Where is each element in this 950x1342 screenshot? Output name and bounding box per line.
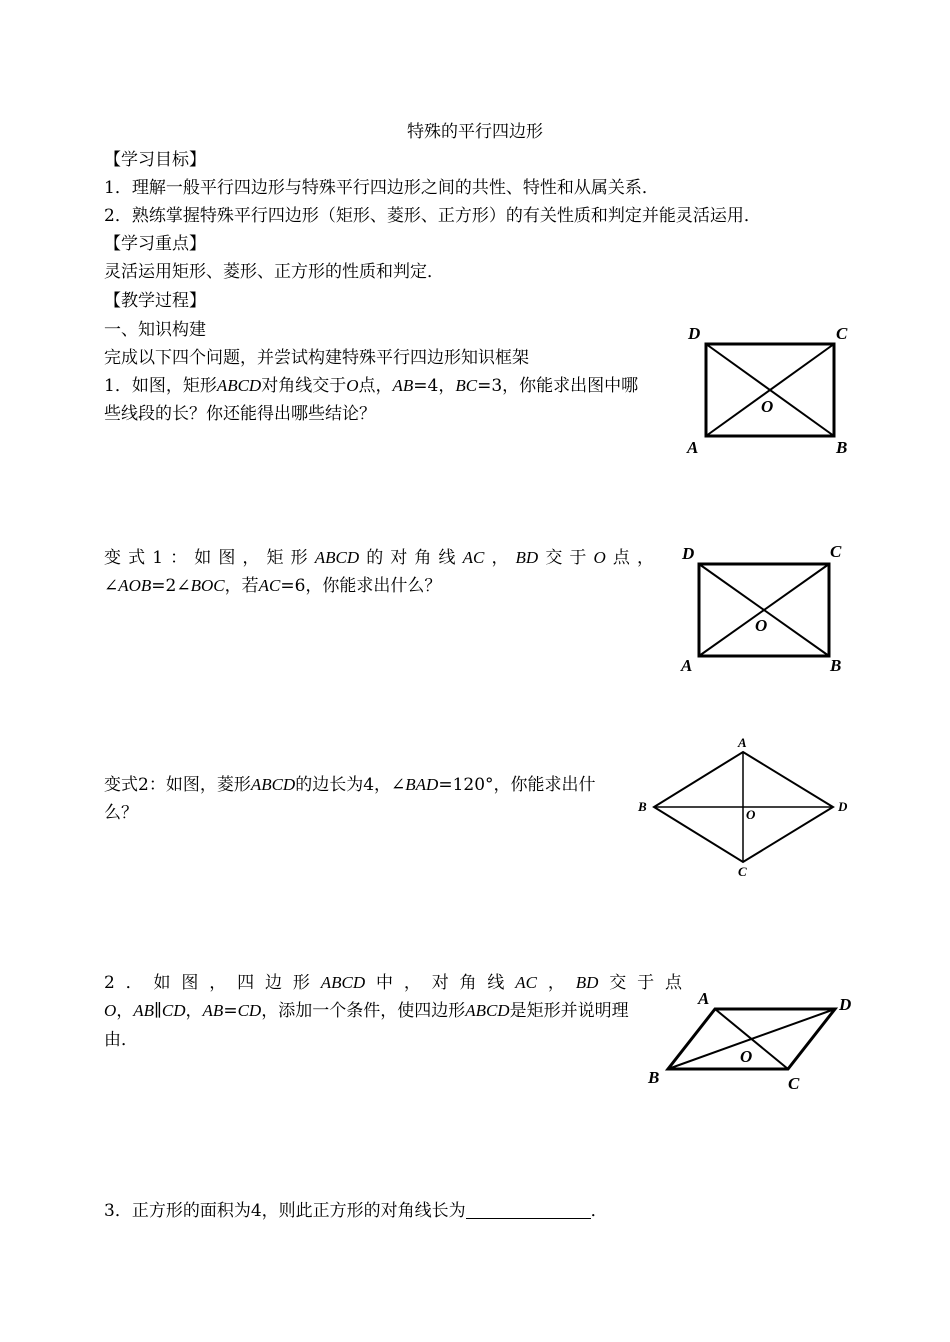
v1-line-1 [104,544,654,572]
math-abcd: ABCD [216,376,262,395]
math-o: O [346,376,359,395]
process-subheading: 一、知识构建 [104,320,206,340]
process-heading: 【教学过程】 [104,291,206,311]
v1-text: ∠ [104,576,119,596]
focus-text: 灵活运用矩形、菱形、正方形的性质和判定． [104,262,444,282]
vertex-label-b: B [638,799,647,814]
vertex-label-b: B [648,1068,660,1087]
q2-text: = [223,1001,238,1021]
q3-text: 3．正方形的面积为4，则此正方形的对角线长为 [104,1201,466,1221]
goal-item-2: 2．熟练掌握特殊平行四边形（矩形、菱形、正方形）的有关性质和判定并能灵活运用． [104,206,761,226]
vertex-label-d: D [838,799,848,814]
q2-text: 是矩形并说明理 [509,1001,629,1021]
vertex-label-a: A [738,735,747,750]
q2-text: ，添加一个条件，使四边形 [261,1001,466,1021]
v1-text: 变式1：如图，矩形 [104,548,315,568]
v2-text: 变式2：如图，菱形 [104,775,251,795]
q2-text: ， [185,1001,203,1021]
math-bd: BD [515,548,539,567]
vertex-label-a: A [698,989,710,1008]
q3-text: ． [590,1201,608,1221]
figure-rectangle-2 [675,538,850,678]
q1-text: =3，你能求出图中哪 [477,376,639,396]
q2-line-1 [104,969,682,997]
q1-line-1 [104,372,638,400]
q2-text: 中，对角线 [365,973,516,993]
vertex-label-d: D [688,324,701,343]
v1-text: =6，你能求出什么？ [280,576,442,596]
q3-line [104,1197,608,1225]
math-bc: BC [455,376,478,395]
center-label-o: O [755,616,768,635]
q2-line-3: 由． [104,1030,138,1050]
page-title: 特殊的平行四边形 [407,122,543,142]
vertex-label-c: C [738,864,747,879]
goal-item-1: 1．理解一般平行四边形与特殊平行四边形之间的共性、特性和从属关系． [104,178,659,198]
v2-text: =120°，你能求出什 [438,775,596,795]
v2-line-2: 么？ [104,803,138,823]
math-abcd: ABCD [314,548,360,567]
math-ac: AC [462,548,485,567]
focus-heading: 【学习重点】 [104,234,206,254]
q1-text: 对角线交于 [261,376,347,396]
figure-parallelogram [640,985,860,1095]
goal-heading: 【学习目标】 [104,150,206,170]
q2-line-2 [104,997,629,1025]
vertex-label-a: A [681,656,693,675]
v2-text: 的边长为4，∠ [295,775,406,795]
v1-text: =2∠ [151,576,191,596]
vertex-label-c: C [788,1074,800,1093]
figure-rectangle-1 [680,318,855,458]
math-cd: CD [237,1001,262,1020]
math-ab: AB [133,1001,155,1020]
math-o: O [593,548,606,567]
vertex-label-b: B [836,438,848,457]
vertex-label-a: A [687,438,699,457]
math-abcd: ABCD [465,1001,510,1020]
q2-text: ， [116,1001,134,1021]
process-intro: 完成以下四个问题，并尝试构建特殊平行四边形知识框架 [104,348,529,368]
v1-text: ，若 [224,576,259,596]
q1-text: 点， [358,376,393,396]
vertex-label-c: C [836,324,848,343]
q1-text: =4， [413,376,456,396]
vertex-label-d: D [682,544,695,563]
center-label-o: O [746,807,756,822]
q1-text: 1．如图，矩形 [104,376,217,396]
math-o: O [104,1001,117,1020]
q1-line-2: 些线段的长？你还能得出哪些结论？ [104,404,376,424]
math-abcd: ABCD [320,973,366,992]
vertex-label-d: D [839,995,852,1014]
v1-text: 的对角线 [359,548,463,568]
math-ab: AB [202,1001,224,1020]
q2-text: 2．如图，四边形 [104,973,321,993]
math-ac: AC [258,576,281,595]
q2-text: ， [537,973,576,993]
q2-text: ∥ [154,1001,162,1021]
math-bad: BAD [405,775,439,794]
v2-line-1 [104,771,596,799]
v1-text: 交于 [538,548,594,568]
math-abcd: ABCD [250,775,296,794]
vertex-label-b: B [830,656,842,675]
center-label-o: O [761,397,774,416]
v1-text: ， [484,548,516,568]
math-ab: AB [392,376,414,395]
center-label-o: O [740,1047,753,1066]
figure-rhombus [632,732,852,877]
vertex-label-c: C [830,542,842,561]
answer-blank[interactable] [466,1200,591,1219]
math-cd: CD [161,1001,186,1020]
v1-line-2 [104,572,441,600]
math-bd: BD [575,973,599,992]
v1-text: 点， [605,548,655,568]
math-boc: BOC [190,576,225,595]
q2-text: 交于点 [598,973,683,993]
math-aob: AOB [118,576,152,595]
math-ac: AC [515,973,538,992]
